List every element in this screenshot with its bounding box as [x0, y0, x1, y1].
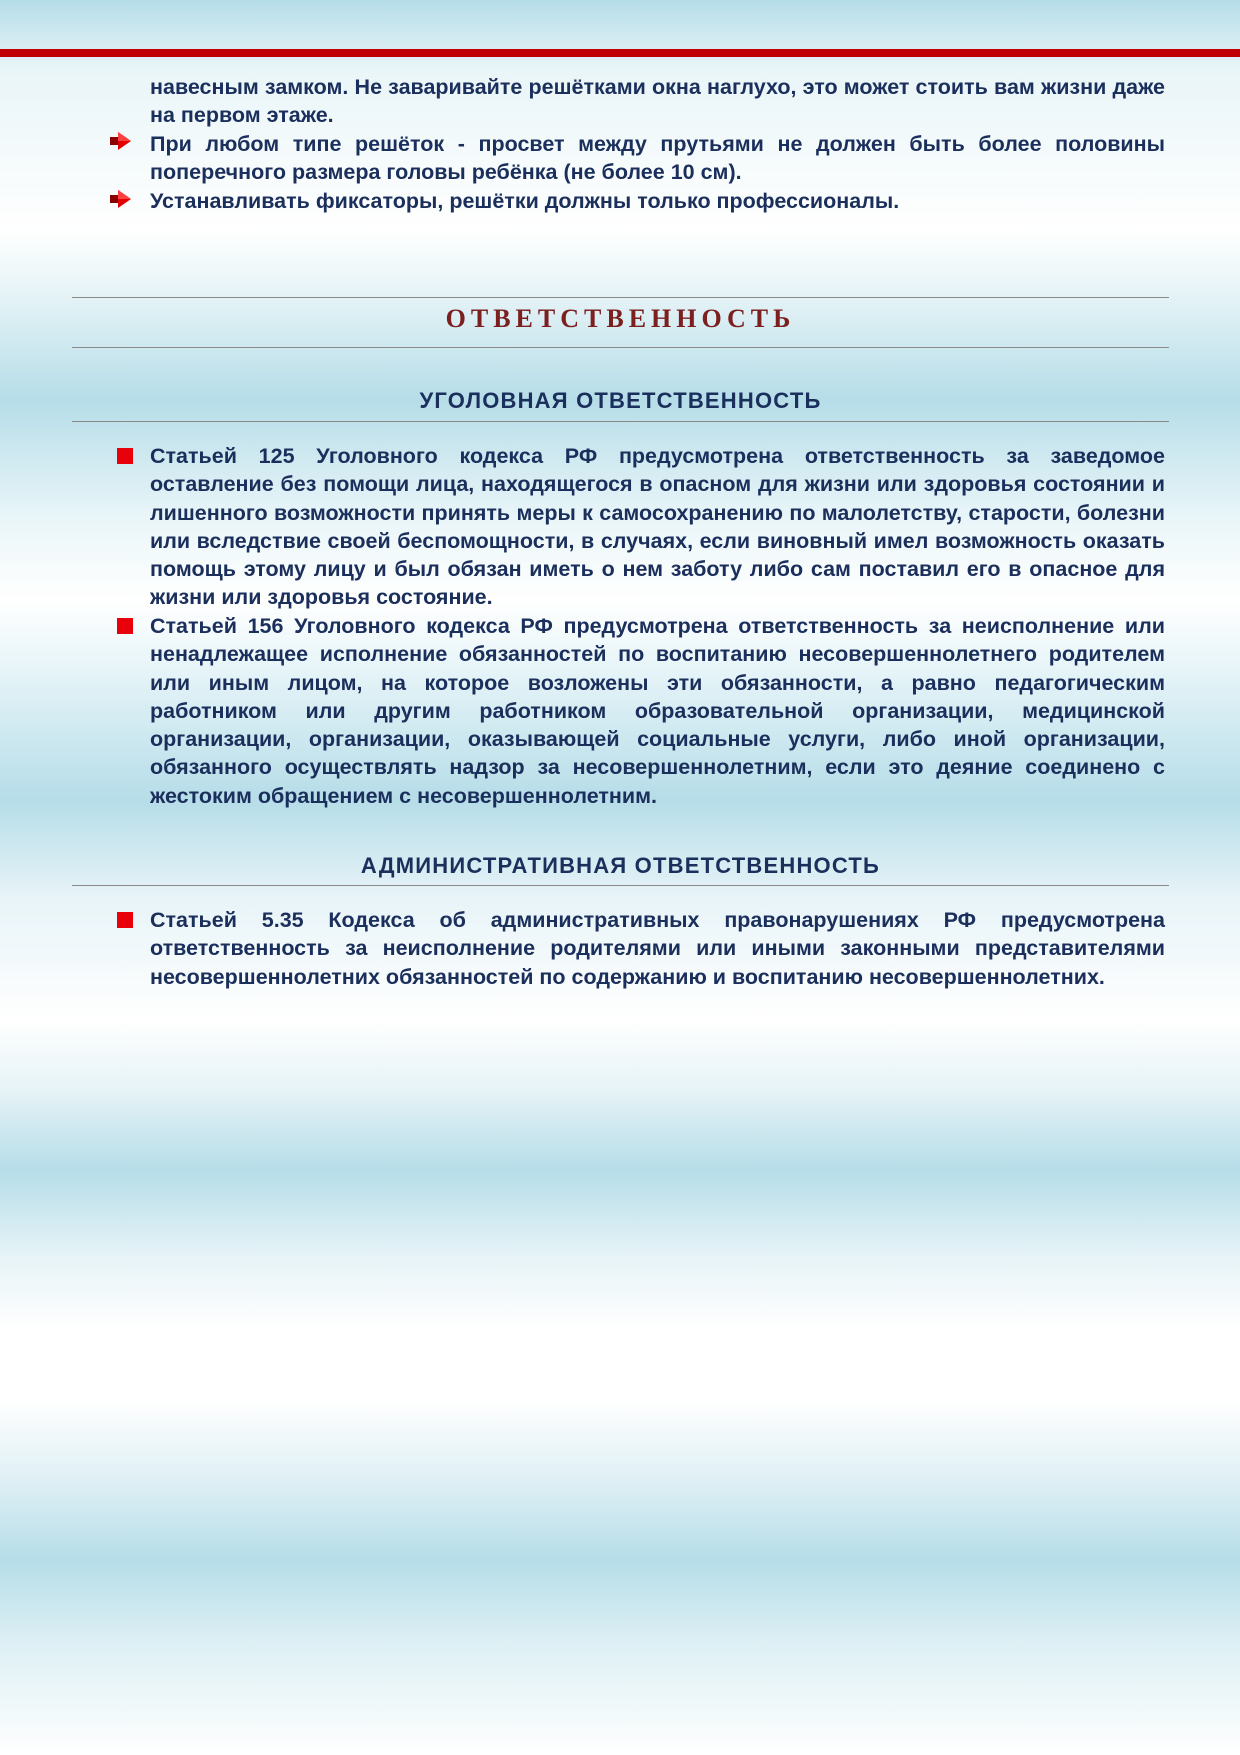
intro-continuation: навесным замком. Не заваривайте решётками окна наглухо, это может стоить вам жизни даже на первом этаже. — [150, 75, 1165, 128]
criminal-divider — [72, 421, 1169, 422]
square-bullet-icon — [117, 618, 133, 634]
criminal-title: УГОЛОВНАЯ ОТВЕТСТВЕННОСТЬ — [419, 388, 822, 413]
section-divider-top — [72, 297, 1169, 298]
criminal-item-2: Статьей 156 Уголовного кодекса РФ предусмотрена ответственность за неисполнение или ненадлежащее исполнение обязанностей по воспитанию несовершеннолетнего родителем или иным лицом, на которое возложены эти обязанности, а равно педагогическим работником или другим работником образовательной организации, медицинской организации, организации, оказывающей социальные услуги, либо иной организации, обязанного осуществлять надзор за несовершеннолетним, если это деяние соединено с жестоким обращением с несовершеннолетним. — [150, 614, 1165, 808]
criminal-item-1: Статьей 125 Уголовного кодекса РФ предусмотрена ответственность за заведомое оставление без помощи лица, находящегося в опасном для жизни или здоровья состоянии и лишенного возможности принять меры к самосохранению по малолетству, старости, болезни или вследствие своей беспомощности, в случаях, если виновный имел возможность оказать помощь этому лицу и был обязан иметь о нем заботу либо сам поставил его в опасное для жизни или здоровья состояние. — [150, 444, 1165, 610]
administrative-item-1: Статьей 5.35 Кодекса об административных правонарушениях РФ предусмотрена ответственность за неисполнение родителями или иными законными представителями несовершеннолетних обязанностей по содержанию и воспитанию несовершеннолетних. — [150, 908, 1165, 989]
arrow-bullet-icon — [110, 131, 132, 151]
square-bullet-icon — [117, 912, 133, 928]
intro-bullet-1: При любом типе решёток - просвет между прутьями не должен быть более половины поперечного размера головы ребёнка (не более 10 см). — [150, 132, 1165, 185]
administrative-divider — [72, 885, 1169, 886]
section-divider-bottom — [72, 347, 1169, 348]
square-bullet-icon — [117, 448, 133, 464]
intro-bullet-2: Устанавливать фиксаторы, решётки должны только профессионалы. — [150, 189, 900, 213]
section-title: ОТВЕТСТВЕННОСТЬ — [445, 304, 796, 333]
administrative-title: АДМИНИСТРАТИВНАЯ ОТВЕТСТВЕННОСТЬ — [360, 853, 881, 878]
top-accent-bar — [0, 49, 1240, 57]
arrow-bullet-icon — [110, 189, 132, 209]
